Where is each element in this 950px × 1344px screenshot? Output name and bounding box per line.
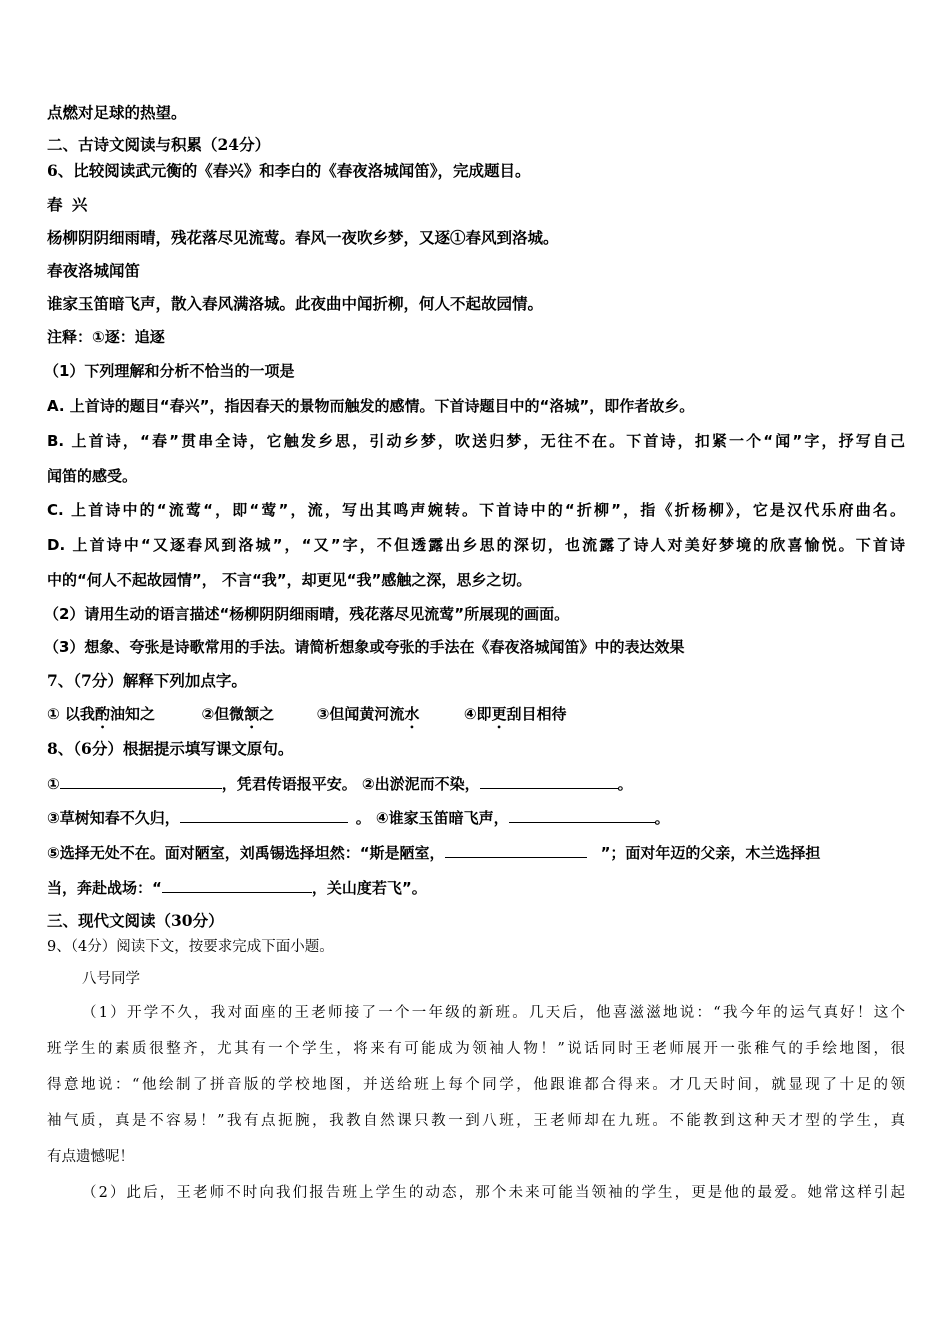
question-7: 7、（7分）解释下列加点字。 xyxy=(47,671,247,690)
answer-blank[interactable] xyxy=(480,773,618,789)
fill-text: 。 ④谁家玉笛暗飞声， xyxy=(355,809,509,827)
answer-blank[interactable] xyxy=(509,807,655,823)
passage-line: 班学生的素质很整齐，尤其有一个学生，将来有可能成为领袖人物！”说话同时王老师展开一张稚气的手绘地图，很 xyxy=(47,1041,905,1057)
question-8: 8、（6分）根据提示填写课文原句。 xyxy=(47,739,294,758)
question-9: 9、（4分）阅读下文，按要求完成下面小题。 xyxy=(47,939,334,955)
passage-title: 八号同学 xyxy=(82,971,140,987)
fill-text: ，关山度若飞”。 xyxy=(311,879,427,897)
item-2 xyxy=(201,705,274,723)
fill-row-3 xyxy=(47,842,820,863)
item-text: ②但微 xyxy=(201,705,245,723)
fill-text: ① xyxy=(47,775,60,793)
dotted-char: 颔 xyxy=(244,705,260,723)
sub-question: （3）想象、夸张是诗歌常用的手法。请简析想象或夸张的手法在《春夜洛城闻笛》中的表达效果 xyxy=(44,638,685,656)
fill-row-2 xyxy=(47,807,670,828)
fill-text: ⑤选择无处不在。面对陋室，刘禹锡选择坦然：“斯是陋室， xyxy=(47,844,445,862)
item-text: 油知之 xyxy=(109,705,155,723)
passage-line: 有点遗憾呢！ xyxy=(47,1149,134,1165)
passage-line: （1）开学不久，我对面座的王老师接了一个一年级的新班。几天后，他喜滋滋地说：“我今年的运气真好！这个 xyxy=(82,1005,905,1021)
poem-text: 杨柳阴阴细雨晴，残花落尽见流莺。春风一夜吹乡梦，又逐①春风到洛城。 xyxy=(47,228,559,247)
dotted-char: 水 xyxy=(404,705,420,723)
option-c: C. 上首诗中的“流莺“，即“莺”，流，写出其鸣声婉转。下首诗中的“折柳”，指《折杨柳》，它是汉代乐府曲名。 xyxy=(47,501,905,519)
answer-blank[interactable] xyxy=(60,773,222,789)
fill-text: 。 xyxy=(654,809,670,827)
fill-text: 当，奔赴战场：“ xyxy=(47,879,162,897)
fill-text: 。 xyxy=(617,775,633,793)
sub-question: （1）下列理解和分析不恰当的一项是 xyxy=(44,362,295,380)
poem-title: 春 兴 xyxy=(47,195,90,214)
dotted-char: 酌 xyxy=(94,705,110,723)
answer-blank[interactable] xyxy=(162,877,312,893)
option-a: A. 上首诗的题目“春兴”，指因春天的景物而触发的感情。下首诗题目中的“洛城”，即作者故乡。 xyxy=(47,397,695,415)
option-d: D. 上首诗中“又逐春风到洛城”，“又”字，不但透露出乡思的深切，也流露了诗人对美好梦境的欣喜愉悦。下首诗 xyxy=(47,536,905,554)
question-6: 6、比较阅读武元衡的《春兴》和李白的《春夜洛城闻笛》，完成题目。 xyxy=(47,161,531,180)
item-4 xyxy=(464,705,567,723)
passage-line: 袖气质，真是不容易！”我有点扼腕，我教自然课只教一到八班，王老师却在九班。不能教到这种天才型的学生，真 xyxy=(47,1113,905,1129)
sub-question: （2）请用生动的语言描述“杨柳阴阴细雨晴，残花落尽见流莺”所展现的画面。 xyxy=(44,605,570,623)
fill-row-4 xyxy=(47,877,427,898)
fill-text: ③草树知春不久归， xyxy=(47,809,180,827)
item-text: ③但闻黄河流 xyxy=(316,705,405,723)
fill-text: ，凭君传语报平安。 ②出淤泥而不染， xyxy=(221,775,480,793)
item-text: 刮目相待 xyxy=(506,705,567,723)
poem-title: 春夜洛城闻笛 xyxy=(47,261,141,280)
text-line: 点燃对足球的热望。 xyxy=(47,103,187,122)
dotted-char: 更 xyxy=(491,705,507,723)
fill-text: ”；面对年迈的父亲，木兰选择担 xyxy=(600,844,821,862)
passage-line: （2）此后，王老师不时向我们报告班上学生的动态，那个未来可能当领袖的学生，更是他的最爱。她常这样引起 xyxy=(82,1185,905,1201)
item-3 xyxy=(317,705,420,723)
option-b-cont: 闻笛的感受。 xyxy=(47,467,138,485)
answer-blank[interactable] xyxy=(445,842,587,858)
option-d-cont: 中的“何人不起故园情”， 不言“我”，却更见“我”感触之深，思乡之切。 xyxy=(47,571,532,589)
answer-blank[interactable] xyxy=(180,807,348,823)
poem-text: 谁家玉笛暗飞声，散入春风满洛城。此夜曲中闻折柳，何人不起故园情。 xyxy=(47,294,544,313)
item-1 xyxy=(47,705,155,723)
item-text: ④即 xyxy=(463,705,492,723)
passage-line: 得意地说：“他绘制了拼音版的学校地图，并送给班上每个同学，他跟谁都合得来。才几天时间，就显现了十足的领 xyxy=(47,1077,905,1093)
annotation-note: 注释：①逐：追逐 xyxy=(47,328,165,346)
section-heading: 二、古诗文阅读与积累（24分） xyxy=(47,135,271,154)
fill-row-1 xyxy=(47,773,633,794)
option-b: B. 上首诗，“春”贯串全诗，它触发乡思，引动乡梦，吹送归梦，无往不在。下首诗，扣紧一个“闻”字，抒写自己 xyxy=(47,432,905,450)
item-text: ① 以我 xyxy=(47,705,95,723)
section-heading: 三、现代文阅读（30分） xyxy=(47,911,224,930)
dotted-words-row xyxy=(47,704,567,732)
item-text: 之 xyxy=(259,705,275,723)
